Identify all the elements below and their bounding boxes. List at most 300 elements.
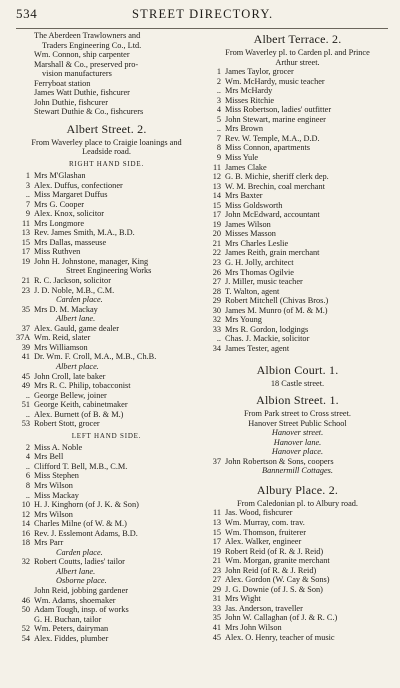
entry-text: John Reid, jobbing gardener xyxy=(34,585,129,595)
albion-street-entries xyxy=(207,419,388,476)
house-number: .. xyxy=(25,190,30,200)
directory-entry xyxy=(16,481,197,491)
entry-text: Hanover Street Public School xyxy=(248,418,347,428)
house-number: 5 xyxy=(216,114,221,124)
directory-entry xyxy=(16,50,197,60)
section-title-albion-court: Albion Court. 1. xyxy=(256,362,339,377)
entry-text: Wm. Connon, ship carpenter xyxy=(34,50,130,60)
entry-text: James Tester, agent xyxy=(225,343,290,353)
house-number: 19 xyxy=(21,256,30,266)
entry-text: Wm. Adams, shoemaker xyxy=(34,595,116,605)
page-header xyxy=(16,6,388,26)
entry-text: Rev. James Smith, M.A., B.D. xyxy=(34,228,135,238)
albert-terrace-entries xyxy=(207,67,388,353)
section-desc-albion-court: 18 Castle street. xyxy=(270,378,325,388)
section-title-albion-street: Albion Street. 1. xyxy=(256,393,339,408)
directory-entry xyxy=(207,447,388,457)
entry-text: Mrs Wight xyxy=(225,594,261,604)
house-number: 37 xyxy=(212,456,221,466)
section-desc-albert-terrace: From Waverley pl. to Carden pl. and Prince Arthur street. xyxy=(225,48,370,67)
house-number: 32 xyxy=(212,315,221,325)
house-number: 1 xyxy=(216,67,221,77)
entry-text: J. G. Downie (of J. S. & Son) xyxy=(225,584,323,594)
house-number: 21 xyxy=(21,276,30,286)
directory-entry xyxy=(207,124,388,134)
directory-entry xyxy=(207,296,388,306)
directory-entry xyxy=(16,79,197,89)
directory-entry xyxy=(207,623,388,633)
entry-text: Traders Engineering Co., Ltd. xyxy=(42,40,142,50)
directory-entry xyxy=(207,457,388,467)
entry-text: John Stewart, marine engineer xyxy=(225,114,326,124)
house-number: 46 xyxy=(21,595,30,605)
directory-entry xyxy=(16,605,197,615)
house-number: 7 xyxy=(216,133,221,143)
house-number: 52 xyxy=(21,624,30,634)
house-number: 13 xyxy=(21,228,30,238)
directory-entry xyxy=(16,41,197,51)
house-number: 37A xyxy=(16,333,31,343)
directory-entry xyxy=(16,69,197,79)
house-number: 11 xyxy=(213,162,221,172)
entry-text: G. H. Buchan, tailor xyxy=(34,614,102,624)
house-number: 9 xyxy=(25,209,30,219)
entry-text: Mrs Young xyxy=(225,315,262,325)
entry-text: Osborne place. xyxy=(56,576,107,586)
directory-entry xyxy=(16,519,197,529)
directory-entry xyxy=(16,362,197,372)
house-number: .. xyxy=(216,334,221,344)
directory-entry xyxy=(16,500,197,510)
house-number: 13 xyxy=(212,181,221,191)
entry-text: James Wilson xyxy=(225,219,271,229)
house-number: 15 xyxy=(212,200,221,210)
entry-text: Miss Mackay xyxy=(34,490,79,500)
entry-text: Wm. Reid, slater xyxy=(34,333,91,343)
directory-entry xyxy=(207,604,388,614)
entry-text: Hanover street. xyxy=(271,428,324,438)
entry-text: Carden place. xyxy=(56,295,103,305)
directory-entry xyxy=(207,419,388,429)
entry-text: Rev. J. Esslemont Adams, B.D. xyxy=(34,528,138,538)
left-column xyxy=(16,31,197,643)
directory-entry xyxy=(16,372,197,382)
entry-text: Mrs Williamson xyxy=(34,342,88,352)
entry-text: Mrs M'Glashan xyxy=(34,171,86,181)
house-number: 18 xyxy=(21,538,30,548)
entry-text: John Duthie, fishcurer xyxy=(34,97,108,107)
directory-entry xyxy=(16,352,197,362)
directory-entry xyxy=(16,190,197,200)
directory-entry xyxy=(207,96,388,106)
entry-text: Mrs R. C. Philip, tobacconist xyxy=(34,381,131,391)
entry-text: Mrs Parr xyxy=(34,538,64,548)
directory-entry xyxy=(16,391,197,401)
entry-text: Mrs G. Cooper xyxy=(34,199,85,209)
directory-entry xyxy=(207,547,388,557)
directory-entry xyxy=(16,31,197,41)
house-number: 19 xyxy=(212,219,221,229)
directory-entry xyxy=(16,276,197,286)
house-number: 15 xyxy=(212,527,221,537)
house-number: 50 xyxy=(21,605,30,615)
house-number: .. xyxy=(25,490,30,500)
house-number: 23 xyxy=(212,258,221,268)
entry-text: Mrs Wilson xyxy=(34,480,73,490)
directory-entry xyxy=(207,77,388,87)
entry-text: J. Miller, music teacher xyxy=(225,277,303,287)
directory-entry xyxy=(16,529,197,539)
house-number: 14 xyxy=(21,519,30,529)
directory-entry xyxy=(16,586,197,596)
directory-entry xyxy=(207,315,388,325)
directory-entry xyxy=(16,400,197,410)
directory-entry xyxy=(207,153,388,163)
entry-text: Miss Robertson, ladies' outfitter xyxy=(225,105,332,115)
entry-text: John Robertson & Sons, coopers xyxy=(225,456,334,466)
house-number: 27 xyxy=(212,277,221,287)
directory-entry xyxy=(207,537,388,547)
entry-text: Marshall & Co., preserved pro- xyxy=(34,59,139,69)
entry-text: Wm. Morgan, granite merchant xyxy=(225,556,330,566)
house-number: 8 xyxy=(216,143,221,153)
house-number: 33 xyxy=(212,603,221,613)
entry-text: Mrs Dallas, masseuse xyxy=(34,237,107,247)
entry-text: Carden place. xyxy=(56,547,103,557)
directory-entry xyxy=(16,247,197,257)
directory-entry xyxy=(207,239,388,249)
entry-text: Alex. Gordon (W. Cay & Sons) xyxy=(225,575,330,585)
entry-text: Miss Goldsworth xyxy=(225,200,283,210)
house-number: 29 xyxy=(212,296,221,306)
directory-entry xyxy=(207,633,388,643)
directory-entry xyxy=(207,172,388,182)
directory-entry xyxy=(16,305,197,315)
directory-entry xyxy=(207,220,388,230)
entry-text: Mrs John Wilson xyxy=(225,622,282,632)
house-number: 20 xyxy=(212,229,221,239)
directory-entry xyxy=(16,443,197,453)
house-number: 30 xyxy=(212,305,221,315)
directory-entry xyxy=(16,219,197,229)
section-title-albert-street: Albert Street. 2. xyxy=(66,121,147,136)
house-number: 54 xyxy=(21,633,30,643)
entry-text: John McEdward, accountant xyxy=(225,210,320,220)
entry-text: Mrs R. Gordon, lodgings xyxy=(225,324,309,334)
entry-text: J. D. Noble, M.B., C.M. xyxy=(34,285,115,295)
directory-entry xyxy=(16,324,197,334)
entry-text: Hanover place. xyxy=(271,447,324,457)
entry-text: James Clake xyxy=(225,162,267,172)
house-number: 4 xyxy=(216,105,221,115)
house-number: 3 xyxy=(25,180,30,190)
entry-text: Mrs Brown xyxy=(225,124,264,134)
entry-text: Mrs Baxter xyxy=(225,191,263,201)
house-number: 6 xyxy=(25,471,30,481)
directory-entry xyxy=(207,428,388,438)
house-number: 32 xyxy=(21,557,30,567)
house-number: 9 xyxy=(216,153,221,163)
entry-text: Alex. Burnett (of B. & M.) xyxy=(34,409,124,419)
house-number: 33 xyxy=(212,324,221,334)
entry-text: George Bellew, joiner xyxy=(34,390,107,400)
running-title: STREET DIRECTORY. xyxy=(132,7,274,21)
page-number: 534 xyxy=(16,6,38,21)
entry-text: John Croll, late baker xyxy=(34,371,106,381)
house-number: 19 xyxy=(212,546,221,556)
directory-entry xyxy=(207,115,388,125)
house-number: 28 xyxy=(212,286,221,296)
house-number: 29 xyxy=(212,584,221,594)
directory-entry xyxy=(207,143,388,153)
directory-entry xyxy=(16,510,197,520)
house-number: 16 xyxy=(21,528,30,538)
directory-entry xyxy=(16,419,197,429)
entry-text: Alex. Duffus, confectioner xyxy=(34,180,123,190)
house-number: 12 xyxy=(212,172,221,182)
house-number: .. xyxy=(25,409,30,419)
entry-text: Adam Tough, insp. of works xyxy=(34,605,129,615)
house-number: 21 xyxy=(212,556,221,566)
entry-text: Alex. Walker, engineer xyxy=(225,537,302,547)
house-number: 41 xyxy=(212,622,221,632)
directory-entry xyxy=(207,258,388,268)
house-number: 11 xyxy=(213,508,221,518)
section-title-albury-place: Albury Place. 2. xyxy=(256,482,339,497)
entry-text: Wm. Murray, com. trav. xyxy=(225,517,305,527)
entry-text: Rev. W. Temple, M.A., D.D. xyxy=(225,133,320,143)
house-number: 14 xyxy=(212,191,221,201)
directory-entry xyxy=(207,566,388,576)
section-desc-albion-street: From Park street to Cross street. xyxy=(244,409,351,419)
directory-entry xyxy=(207,277,388,287)
house-number: 12 xyxy=(21,509,30,519)
directory-entry xyxy=(207,325,388,335)
entry-text: vision manufacturers xyxy=(42,69,112,79)
house-number: 49 xyxy=(21,381,30,391)
continued-entries xyxy=(16,31,197,117)
directory-entry xyxy=(207,105,388,115)
house-number: .. xyxy=(216,86,221,96)
entry-text: Bannermill Cottages. xyxy=(262,466,333,476)
entry-text: John H. Johnstone, manager, King xyxy=(34,256,149,266)
directory-entry xyxy=(16,557,197,567)
directory-entry xyxy=(207,613,388,623)
directory-entry xyxy=(207,508,388,518)
entry-text: James Watt Duthie, fishcurer xyxy=(34,88,130,98)
directory-entry xyxy=(207,438,388,448)
house-number: 7 xyxy=(25,199,30,209)
directory-entry xyxy=(16,209,197,219)
directory-entry xyxy=(207,248,388,258)
entry-text: James Taylor, grocer xyxy=(225,67,294,77)
directory-entry xyxy=(16,266,197,276)
directory-entry xyxy=(16,491,197,501)
directory-entry xyxy=(16,634,197,644)
house-number: 37 xyxy=(21,323,30,333)
entry-text: G. B. Michie, sheriff clerk dep. xyxy=(225,172,329,182)
entry-text: Albert lane. xyxy=(56,566,96,576)
entry-text: Misses Ritchie xyxy=(225,95,275,105)
directory-entry xyxy=(207,201,388,211)
directory-entry xyxy=(207,556,388,566)
entry-text: Charles Milne (of W. & M.) xyxy=(34,519,127,529)
house-number: 8 xyxy=(25,480,30,490)
house-number: 35 xyxy=(21,304,30,314)
directory-entry xyxy=(16,615,197,625)
directory-entry xyxy=(207,163,388,173)
section-title-albert-terrace: Albert Terrace. 2. xyxy=(253,32,342,46)
house-number: 39 xyxy=(21,342,30,352)
entry-text: Miss Stephen xyxy=(34,471,79,481)
house-number: 10 xyxy=(21,500,30,510)
entry-text: Mrs McHardy xyxy=(225,86,273,96)
entry-text: Chas. J. Mackie, solicitor xyxy=(225,334,310,344)
directory-entry xyxy=(16,171,197,181)
house-number: .. xyxy=(216,124,221,134)
directory-entry xyxy=(16,238,197,248)
right-hand-side-heading: RIGHT HAND SIDE. xyxy=(68,160,145,169)
entry-text: R. C. Jackson, solicitor xyxy=(34,276,111,286)
directory-entry xyxy=(207,287,388,297)
house-number: 23 xyxy=(212,565,221,575)
entry-text: Dr. Wm. F. Croll, M.A., M.B., Ch.B. xyxy=(34,352,157,362)
albert-street-right-entries xyxy=(16,171,197,429)
house-number: 17 xyxy=(212,537,221,547)
directory-entry xyxy=(207,268,388,278)
house-number: 2 xyxy=(216,76,221,86)
directory-entry xyxy=(16,471,197,481)
house-number: 2 xyxy=(25,442,30,452)
entry-text: Robert Coutts, ladies' tailor xyxy=(34,557,125,567)
entry-text: Robert Mitchell (Chivas Bros.) xyxy=(225,296,329,306)
directory-entry xyxy=(16,295,197,305)
directory-entry xyxy=(207,585,388,595)
entry-text: Street Engineering Works xyxy=(66,266,152,276)
entry-text: Miss Ruthven xyxy=(34,247,81,257)
directory-entry xyxy=(16,576,197,586)
directory-entry xyxy=(207,134,388,144)
entry-text: Robert Reid (of R. & J. Reid) xyxy=(225,546,324,556)
directory-entry xyxy=(207,86,388,96)
directory-entry xyxy=(16,410,197,420)
house-number: 13 xyxy=(212,517,221,527)
directory-entry xyxy=(207,191,388,201)
directory-entry xyxy=(16,228,197,238)
directory-entry xyxy=(16,314,197,324)
directory-entry xyxy=(16,343,197,353)
entry-text: Miss Connon, apartments xyxy=(225,143,311,153)
entry-text: Hanover lane. xyxy=(273,437,322,447)
entry-text: George Keith, cabinetmaker xyxy=(34,400,128,410)
directory-entry xyxy=(207,594,388,604)
entry-text: Alex. Knox, solicitor xyxy=(34,209,105,219)
directory-entry xyxy=(207,210,388,220)
directory-entry xyxy=(207,306,388,316)
house-number: 27 xyxy=(212,575,221,585)
directory-entry xyxy=(207,229,388,239)
entry-text: Jas. Anderson, traveller xyxy=(225,603,303,613)
albury-place-entries xyxy=(207,508,388,642)
entry-text: Ferryboat station xyxy=(34,78,91,88)
house-number: 45 xyxy=(21,371,30,381)
directory-entry xyxy=(16,107,197,117)
entry-text: Mrs Longmore xyxy=(34,218,85,228)
entry-text: Alex. Gauld, game dealer xyxy=(34,323,120,333)
left-hand-side-heading: LEFT HAND SIDE. xyxy=(71,431,142,440)
house-number: 45 xyxy=(212,632,221,642)
directory-entry xyxy=(207,67,388,77)
entry-text: Clifford T. Bell, M.B., C.M. xyxy=(34,461,128,471)
directory-entry xyxy=(16,88,197,98)
entry-text: Albert lane. xyxy=(56,314,96,324)
entry-text: The Aberdeen Trawlowners and xyxy=(34,31,141,40)
house-number: 35 xyxy=(212,613,221,623)
entry-text: Alex. O. Henry, teacher of music xyxy=(225,632,335,642)
house-number: .. xyxy=(25,461,30,471)
directory-entry xyxy=(16,462,197,472)
house-number: 1 xyxy=(25,171,30,181)
entry-text: Miss Margaret Duffus xyxy=(34,190,108,200)
header-rule xyxy=(16,28,388,29)
entry-text: G. H. Jolly, architect xyxy=(225,258,294,268)
directory-entry xyxy=(16,596,197,606)
entry-text: John Reid (of R. & J. Reid) xyxy=(225,565,317,575)
entry-text: Robert Stott, grocer xyxy=(34,419,100,429)
house-number: 17 xyxy=(212,210,221,220)
house-number: 23 xyxy=(21,285,30,295)
entry-text: Miss A. Noble xyxy=(34,442,83,452)
section-desc-albury-place: From Caledonian pl. to Albury road. xyxy=(237,498,358,508)
entry-text: Mrs D. M. Mackay xyxy=(34,304,98,314)
entry-text: Misses Masson xyxy=(225,229,276,239)
entry-text: James Reith, grain merchant xyxy=(225,248,320,258)
entry-text: Mrs Charles Leslie xyxy=(225,238,289,248)
house-number: 21 xyxy=(212,238,221,248)
directory-entry xyxy=(207,182,388,192)
section-desc-albert-street: From Waverley place to Craigie loanings and Leadside road. xyxy=(31,137,182,157)
right-column xyxy=(207,31,388,643)
house-number: .. xyxy=(25,390,30,400)
directory-entry xyxy=(16,257,197,267)
directory-entry xyxy=(207,344,388,354)
house-number: 34 xyxy=(212,343,221,353)
entry-text: Wm. Peters, dairyman xyxy=(34,624,109,634)
directory-entry xyxy=(16,333,197,343)
directory-entry xyxy=(16,286,197,296)
house-number: 51 xyxy=(21,400,30,410)
entry-text: Miss Yule xyxy=(225,153,259,163)
directory-entry xyxy=(16,98,197,108)
entry-text: H. J. Kinghorn (of J. K. & Son) xyxy=(34,500,139,510)
directory-entry xyxy=(207,528,388,538)
entry-text: Mrs Bell xyxy=(34,452,64,462)
directory-entry xyxy=(16,624,197,634)
house-number: 17 xyxy=(21,247,30,257)
house-number: 53 xyxy=(21,419,30,429)
house-number: 41 xyxy=(21,352,30,362)
entry-text: Alex. Fiddes, plumber xyxy=(34,633,109,643)
entry-text: Mrs Thomas Ogilvie xyxy=(225,267,294,277)
directory-entry xyxy=(16,567,197,577)
entry-text: Wm. McHardy, music teacher xyxy=(225,76,325,86)
directory-entry xyxy=(16,200,197,210)
directory-entry xyxy=(16,181,197,191)
house-number: 4 xyxy=(25,452,30,462)
directory-entry xyxy=(16,548,197,558)
entry-text: W. M. Brechin, coal merchant xyxy=(225,181,325,191)
directory-entry xyxy=(207,334,388,344)
